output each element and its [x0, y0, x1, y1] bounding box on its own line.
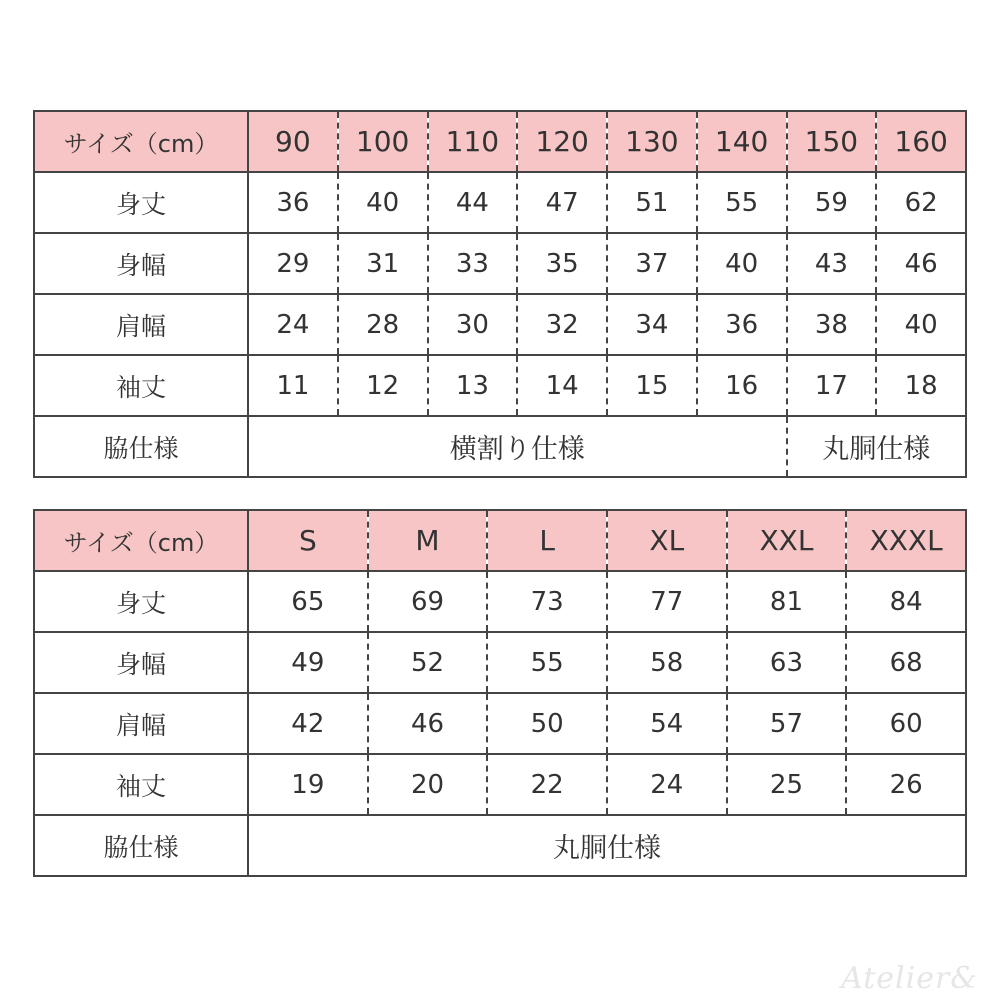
- size-col-header: 160: [876, 111, 966, 172]
- measurement-cell: 33: [428, 233, 518, 294]
- measurement-cell: 52: [368, 632, 488, 693]
- measurement-cell: 54: [607, 693, 727, 754]
- size-col-header: XXXL: [846, 510, 966, 571]
- row-label: 身丈: [34, 571, 248, 632]
- measurement-cell: 36: [697, 294, 787, 355]
- measurement-cell: 30: [428, 294, 518, 355]
- size-col-header: 130: [607, 111, 697, 172]
- table-row: [34, 693, 966, 754]
- measurement-cell: 62: [876, 172, 966, 233]
- measurement-cell: 49: [248, 632, 368, 693]
- table-row: [34, 233, 966, 294]
- table-row: [34, 172, 966, 233]
- measurement-cell: 46: [876, 233, 966, 294]
- size-header-label: サイズ（cm）: [34, 510, 248, 571]
- row-label: 袖丈: [34, 754, 248, 815]
- size-col-header: 120: [517, 111, 607, 172]
- side-seam-value: 丸胴仕様: [787, 416, 967, 477]
- measurement-cell: 69: [368, 571, 488, 632]
- header-row: [34, 111, 966, 172]
- measurement-cell: 13: [428, 355, 518, 416]
- header-row: [34, 510, 966, 571]
- measurement-cell: 12: [338, 355, 428, 416]
- measurement-cell: 11: [248, 355, 338, 416]
- size-col-header: 150: [787, 111, 877, 172]
- measurement-cell: 51: [607, 172, 697, 233]
- measurement-cell: 73: [487, 571, 607, 632]
- measurement-cell: 18: [876, 355, 966, 416]
- measurement-cell: 29: [248, 233, 338, 294]
- size-col-header: M: [368, 510, 488, 571]
- measurement-cell: 31: [338, 233, 428, 294]
- kids-size-table: [33, 110, 967, 478]
- measurement-cell: 59: [787, 172, 877, 233]
- measurement-cell: 55: [697, 172, 787, 233]
- row-label: 脇仕様: [34, 815, 248, 876]
- side-seam-value: 横割り仕様: [449, 434, 585, 465]
- size-col-header: 140: [697, 111, 787, 172]
- measurement-cell: 24: [607, 754, 727, 815]
- size-col-header: L: [487, 510, 607, 571]
- table-row: [34, 294, 966, 355]
- measurement-cell: 24: [248, 294, 338, 355]
- row-label: 肩幅: [34, 294, 248, 355]
- measurement-cell: 19: [248, 754, 368, 815]
- measurement-cell: 15: [607, 355, 697, 416]
- measurement-cell: 60: [846, 693, 966, 754]
- size-col-header: S: [248, 510, 368, 571]
- measurement-cell: 43: [787, 233, 877, 294]
- measurement-cell: 68: [846, 632, 966, 693]
- measurement-cell: 20: [368, 754, 488, 815]
- measurement-cell: 16: [697, 355, 787, 416]
- adult-size-table: [33, 509, 967, 877]
- side-seam-row: [34, 416, 966, 477]
- measurement-cell: 81: [727, 571, 847, 632]
- size-col-header: 100: [338, 111, 428, 172]
- measurement-cell: 28: [338, 294, 428, 355]
- table-row: [34, 571, 966, 632]
- measurement-cell: 14: [517, 355, 607, 416]
- size-col-header: 110: [428, 111, 518, 172]
- measurement-cell: 50: [487, 693, 607, 754]
- measurement-cell: 40: [338, 172, 428, 233]
- measurement-cell: 58: [607, 632, 727, 693]
- measurement-cell: 84: [846, 571, 966, 632]
- side-seam-value: 丸胴仕様: [553, 833, 661, 864]
- row-label: 身丈: [34, 172, 248, 233]
- measurement-cell: 40: [876, 294, 966, 355]
- size-header-label: サイズ（cm）: [34, 111, 248, 172]
- measurement-cell: 25: [727, 754, 847, 815]
- measurement-cell: 36: [248, 172, 338, 233]
- measurement-cell: 38: [787, 294, 877, 355]
- measurement-cell: 55: [487, 632, 607, 693]
- watermark-logo: Atelier&: [841, 961, 978, 996]
- measurement-cell: 35: [517, 233, 607, 294]
- measurement-cell: 34: [607, 294, 697, 355]
- size-col-header: XXL: [727, 510, 847, 571]
- measurement-cell: 77: [607, 571, 727, 632]
- measurement-cell: 44: [428, 172, 518, 233]
- size-col-header: XL: [607, 510, 727, 571]
- row-label: 身幅: [34, 632, 248, 693]
- side-seam-row: [34, 815, 966, 876]
- measurement-cell: 57: [727, 693, 847, 754]
- table-row: [34, 355, 966, 416]
- row-label: 身幅: [34, 233, 248, 294]
- measurement-cell: 63: [727, 632, 847, 693]
- measurement-cell: 47: [517, 172, 607, 233]
- measurement-cell: 17: [787, 355, 877, 416]
- measurement-cell: 46: [368, 693, 488, 754]
- measurement-cell: 65: [248, 571, 368, 632]
- table-row: [34, 632, 966, 693]
- measurement-cell: 22: [487, 754, 607, 815]
- table-row: [34, 754, 966, 815]
- row-label: 袖丈: [34, 355, 248, 416]
- measurement-cell: 40: [697, 233, 787, 294]
- row-label: 肩幅: [34, 693, 248, 754]
- measurement-cell: 26: [846, 754, 966, 815]
- row-label: 脇仕様: [34, 416, 248, 477]
- measurement-cell: 37: [607, 233, 697, 294]
- measurement-cell: 32: [517, 294, 607, 355]
- size-col-header: 90: [248, 111, 338, 172]
- measurement-cell: 42: [248, 693, 368, 754]
